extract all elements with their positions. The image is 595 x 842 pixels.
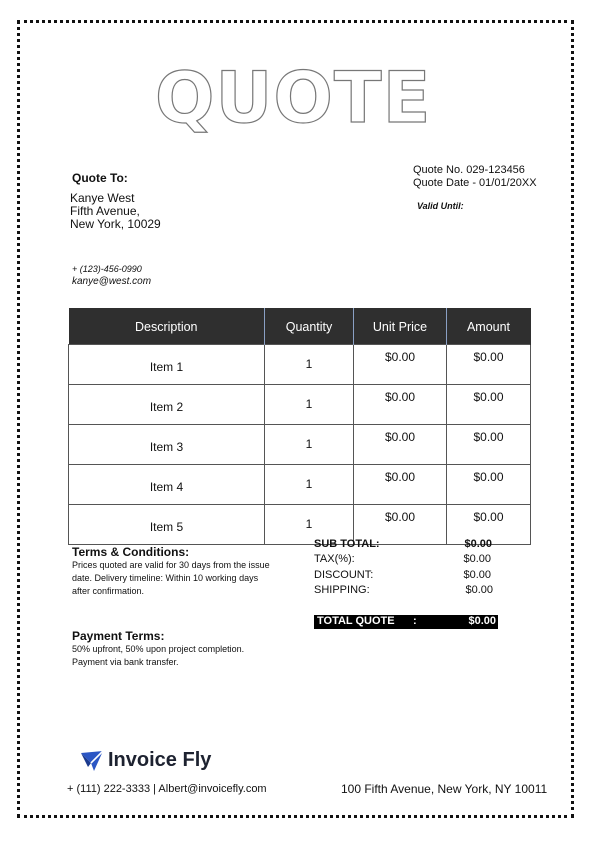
footer-address: 100 Fifth Avenue, New York, NY 10011 xyxy=(341,782,548,796)
invoice-fly-logo-icon xyxy=(80,750,104,772)
header-quantity: Quantity xyxy=(265,309,354,345)
item-quantity: 1 xyxy=(265,385,354,425)
item-unit-price: $0.00 xyxy=(354,505,447,545)
client-name: Kanye West xyxy=(70,191,135,205)
valid-until-label: Valid Until: xyxy=(417,201,464,211)
tax-value: $0.00 xyxy=(463,553,491,565)
total-quote-colon: : xyxy=(413,615,417,627)
terms-line: after confirmation. xyxy=(72,586,145,596)
table-row xyxy=(69,345,531,385)
header-description: Description xyxy=(69,309,265,345)
items-table xyxy=(68,308,531,545)
item-quantity: 1 xyxy=(265,505,354,545)
quote-to-label: Quote To: xyxy=(72,171,128,185)
client-email: kanye@west.com xyxy=(72,276,152,287)
item-description: Item 3 xyxy=(69,425,265,465)
table-row xyxy=(69,385,531,425)
discount-label: DISCOUNT: xyxy=(314,569,374,581)
shipping-value: $0.00 xyxy=(465,584,493,596)
item-amount: $0.00 xyxy=(447,505,531,545)
item-amount: $0.00 xyxy=(447,385,531,425)
total-quote-value: $0.00 xyxy=(468,615,496,627)
item-amount: $0.00 xyxy=(447,465,531,505)
payment-line: 50% upfront, 50% upon project completion. xyxy=(72,644,245,654)
client-address-line1: Fifth Avenue, xyxy=(70,204,140,218)
item-amount: $0.00 xyxy=(447,425,531,465)
subtotal-row xyxy=(314,538,494,552)
item-description: Item 1 xyxy=(69,345,265,385)
item-quantity: 1 xyxy=(265,345,354,385)
quote-number: Quote No. 029-123456 xyxy=(413,164,525,176)
table-row xyxy=(69,465,531,505)
table-header-row xyxy=(69,309,531,345)
item-unit-price: $0.00 xyxy=(354,465,447,505)
discount-row xyxy=(314,569,494,583)
item-amount: $0.00 xyxy=(447,345,531,385)
terms-heading: Terms & Conditions: xyxy=(72,545,190,559)
shipping-row xyxy=(314,584,494,598)
footer-contact: + (111) 222-3333 | Albert@invoicefly.com xyxy=(67,783,267,795)
item-quantity: 1 xyxy=(265,465,354,505)
quote-date: Quote Date - 01/01/20XX xyxy=(413,177,537,189)
item-description: Item 5 xyxy=(69,505,265,545)
item-description: Item 2 xyxy=(69,385,265,425)
header-unit-price: Unit Price xyxy=(354,309,447,345)
item-unit-price: $0.00 xyxy=(354,425,447,465)
table-row xyxy=(69,425,531,465)
subtotal-label: SUB TOTAL: xyxy=(314,538,380,550)
tax-row xyxy=(314,553,494,567)
terms-line: date. Delivery timeline: Within 10 working days xyxy=(72,573,259,583)
item-description: Item 4 xyxy=(69,465,265,505)
tax-label: TAX(%): xyxy=(314,553,355,565)
item-unit-price: $0.00 xyxy=(354,345,447,385)
terms-line: Prices quoted are valid for 30 days from the issue xyxy=(72,560,270,570)
item-quantity: 1 xyxy=(265,425,354,465)
item-unit-price: $0.00 xyxy=(354,385,447,425)
subtotal-value: $0.00 xyxy=(464,538,492,550)
total-quote-label: TOTAL QUOTE xyxy=(317,615,395,627)
brand-name: Invoice Fly xyxy=(108,749,212,771)
client-phone: + (123)-456-0990 xyxy=(72,264,142,274)
document-title: QUOTE xyxy=(155,57,432,139)
total-quote-bar xyxy=(314,615,498,629)
payment-line: Payment via bank transfer. xyxy=(72,657,179,667)
header-amount: Amount xyxy=(447,309,531,345)
payment-heading: Payment Terms: xyxy=(72,629,165,643)
discount-value: $0.00 xyxy=(463,569,491,581)
shipping-label: SHIPPING: xyxy=(314,584,370,596)
client-address-line2: New York, 10029 xyxy=(70,217,161,231)
